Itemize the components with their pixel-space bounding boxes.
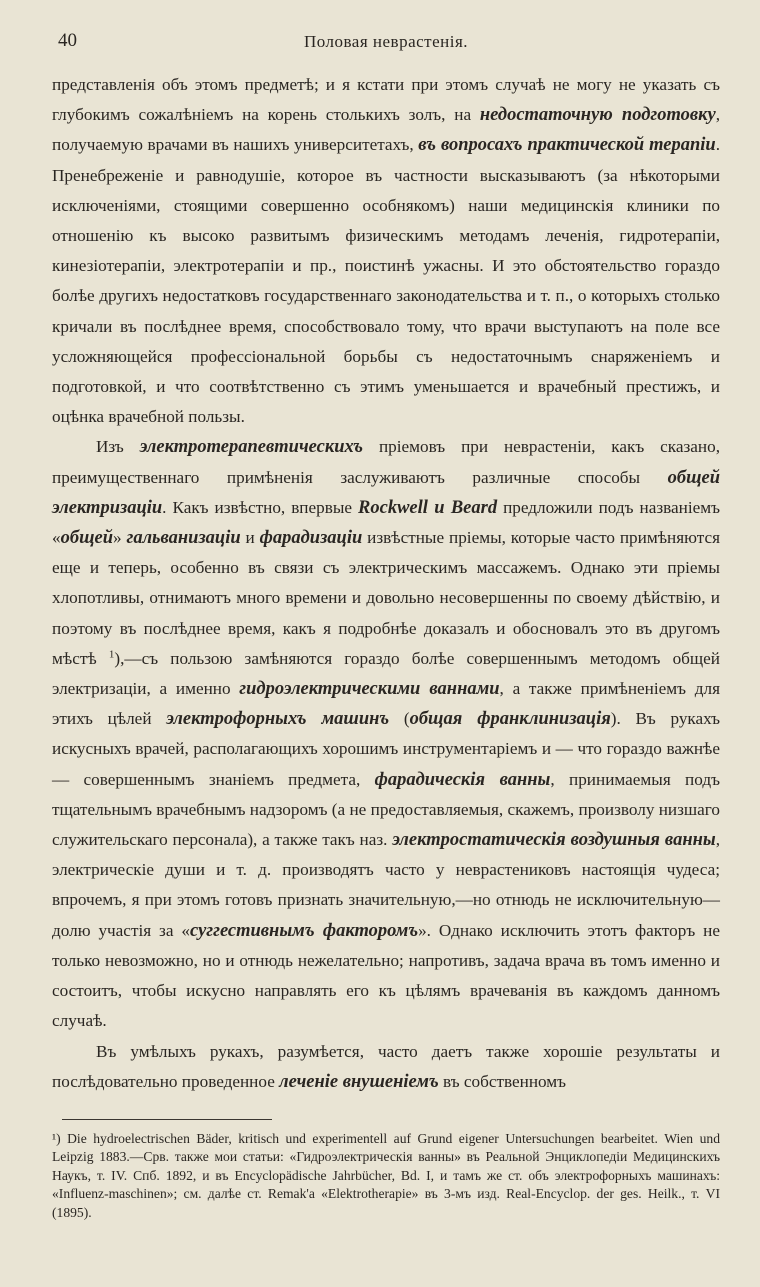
text-run: ». Однако исключить этотъ факторъ не только невозможно, но и отнюдь нежелательно; напротивъ, задача врача въ томъ именно и состоитъ, чтобы искусно направлять его къ цѣлямъ врачеванія въ каждомъ данномъ случаѣ. <box>52 920 721 1031</box>
paragraph-2 <box>52 432 720 1036</box>
text-run: въ собственномъ <box>438 1071 567 1091</box>
text-run: , электрическіе души и т. д. производятъ часто у неврастениковъ настоящія чудеса; впрочемъ, я при этомъ готовъ признать значительную,—но отнюдь не исключительную— долю участія за « <box>52 830 720 940</box>
footnote-divider <box>62 1119 272 1120</box>
text-run: , получаемую врачами въ нашихъ университетахъ, <box>52 105 721 155</box>
emphasis-text: гальванизаціи <box>126 528 241 549</box>
text-run: ). Въ рукахъ искусныхъ врачей, располагающихъ хорошимъ инструментаріемъ и — что гораздо важнѣе — совершеннымъ знаніемъ предмета, <box>52 709 720 789</box>
emphasis-text: фарадизаціи <box>259 528 363 549</box>
emphasis-text: фарадическія ванны <box>374 769 551 790</box>
text-run: извѣстные пріемы, которые часто примѣняются еще и теперь, особенно въ связи съ электрическимъ массажемъ. Однако эти пріемы хлопотливы, отнимаютъ много времени и довольно несовершенны по своему дѣйствію, и поэтому въ послѣднее время, какъ я подробнѣе доказалъ и обосновалъ это въ другомъ мѣстѣ <box>52 528 721 668</box>
emphasis-text: электростатическія воздушныя ванны <box>392 830 716 851</box>
emphasis-text: леченіе внушеніемъ <box>279 1071 439 1092</box>
text-run: и <box>240 528 260 548</box>
text-run: представленія объ этомъ предметѣ; и я кстати при этомъ случаѣ не могу не указать съ глубокимъ сожалѣніемъ на корень столькихъ золъ, на <box>52 75 720 125</box>
text-run: . Пренебреженіе и равнодушіе, которое въ частности высказываютъ (за нѣкоторыми исключеніями, стоящими совершенно особнякомъ) наши медицинскія клиники по отношенію къ высоко развитымъ физическимъ методамъ леченія, гидротерапіи, кинезіотерапіи, электротерапіи и пр., поистинѣ ужасны. И это обстоятельство гораздо болѣе другихъ недостатковъ государственнаго законодательства и т. п., о которыхъ столько кричали въ послѣднее время, способствовало тому, что врачи выступаютъ на поле все усложняющейся профессіональной борьбы съ недостаточнымъ снаряженіемъ и подготовкой, и что соотвѣтственно съ этимъ уменьшается и врачебный престижъ, и оцѣнка врачебной пользы. <box>52 135 720 427</box>
emphasis-text: общей <box>60 528 113 549</box>
running-title: Половая неврастенія. <box>303 32 469 51</box>
page-number: 40 <box>58 30 77 51</box>
paragraph-1 <box>52 70 720 432</box>
text-run: » <box>113 528 127 548</box>
text-run: , а также примѣненіемъ для этихъ цѣлей <box>52 679 720 729</box>
emphasis-text: недостаточную подготовку <box>479 105 716 126</box>
emphasis-text: Rockwell и Beard <box>358 497 498 518</box>
text-run: ),—съ пользою замѣняются гораздо болѣе совершеннымъ методомъ общей электризаціи, а именно <box>52 648 720 699</box>
text-run: . Какъ извѣстно, впервые <box>162 497 359 517</box>
emphasis-text: суггестивнымъ факторомъ <box>189 920 419 941</box>
page-header <box>52 28 720 58</box>
footnote: ¹) Die hydroelectrischen Bäder, kritisch und experimentell auf Grund eigener Untersuchungen bearbeitet. Wien und Leipzig 1883.—Срв. также мои статьи: «Гидроэлектрическія ванны» въ Реальной Энциклопедіи Медицинскихъ Наукъ, т. IV. Спб. 1892, и въ Encyclopädische Jahrbücher, Bd. I, и тамъ же ст. объ электрофорныхъ машинахъ: «Influenz-maschinen»; см. далѣе ст. Remak'a «Elektrotherapie» въ 3-мъ изд. Real-Encyclop. der ges. Heilk., т. VI (1895). <box>52 1130 720 1220</box>
text-run: Изъ <box>96 437 140 457</box>
emphasis-text: въ вопросахъ практической терапіи <box>418 135 716 156</box>
text-run: пріемовъ при неврастеніи, какъ сказано, преимущественнаго примѣненія заслуживаютъ различные способы <box>52 437 720 487</box>
text-run: ( <box>389 709 410 729</box>
text-run: предложили подъ названіемъ « <box>52 497 720 548</box>
emphasis-text: гидроэлектрическими ваннами <box>239 679 500 700</box>
footnote-marker: 1 <box>108 648 115 661</box>
emphasis-text: общая франклинизація <box>409 709 611 730</box>
emphasis-text: электрофорныхъ машинъ <box>166 709 390 730</box>
text-run: Въ умѣлыхъ рукахъ, разумѣется, часто даетъ также хорошіе результаты и послѣдовательно проведенное <box>52 1041 720 1091</box>
main-text <box>52 70 720 1097</box>
paragraph-3 <box>52 1037 720 1097</box>
text-run: , принимаемыя подъ тщательнымъ врачебнымъ надзоромъ (а не предоставляемыя, скажемъ, произволу низшаго служительскаго персонала), а также такъ наз. <box>52 769 720 850</box>
emphasis-text: общей электризаціи <box>52 467 720 518</box>
emphasis-text: электротерапевтическихъ <box>139 437 364 458</box>
